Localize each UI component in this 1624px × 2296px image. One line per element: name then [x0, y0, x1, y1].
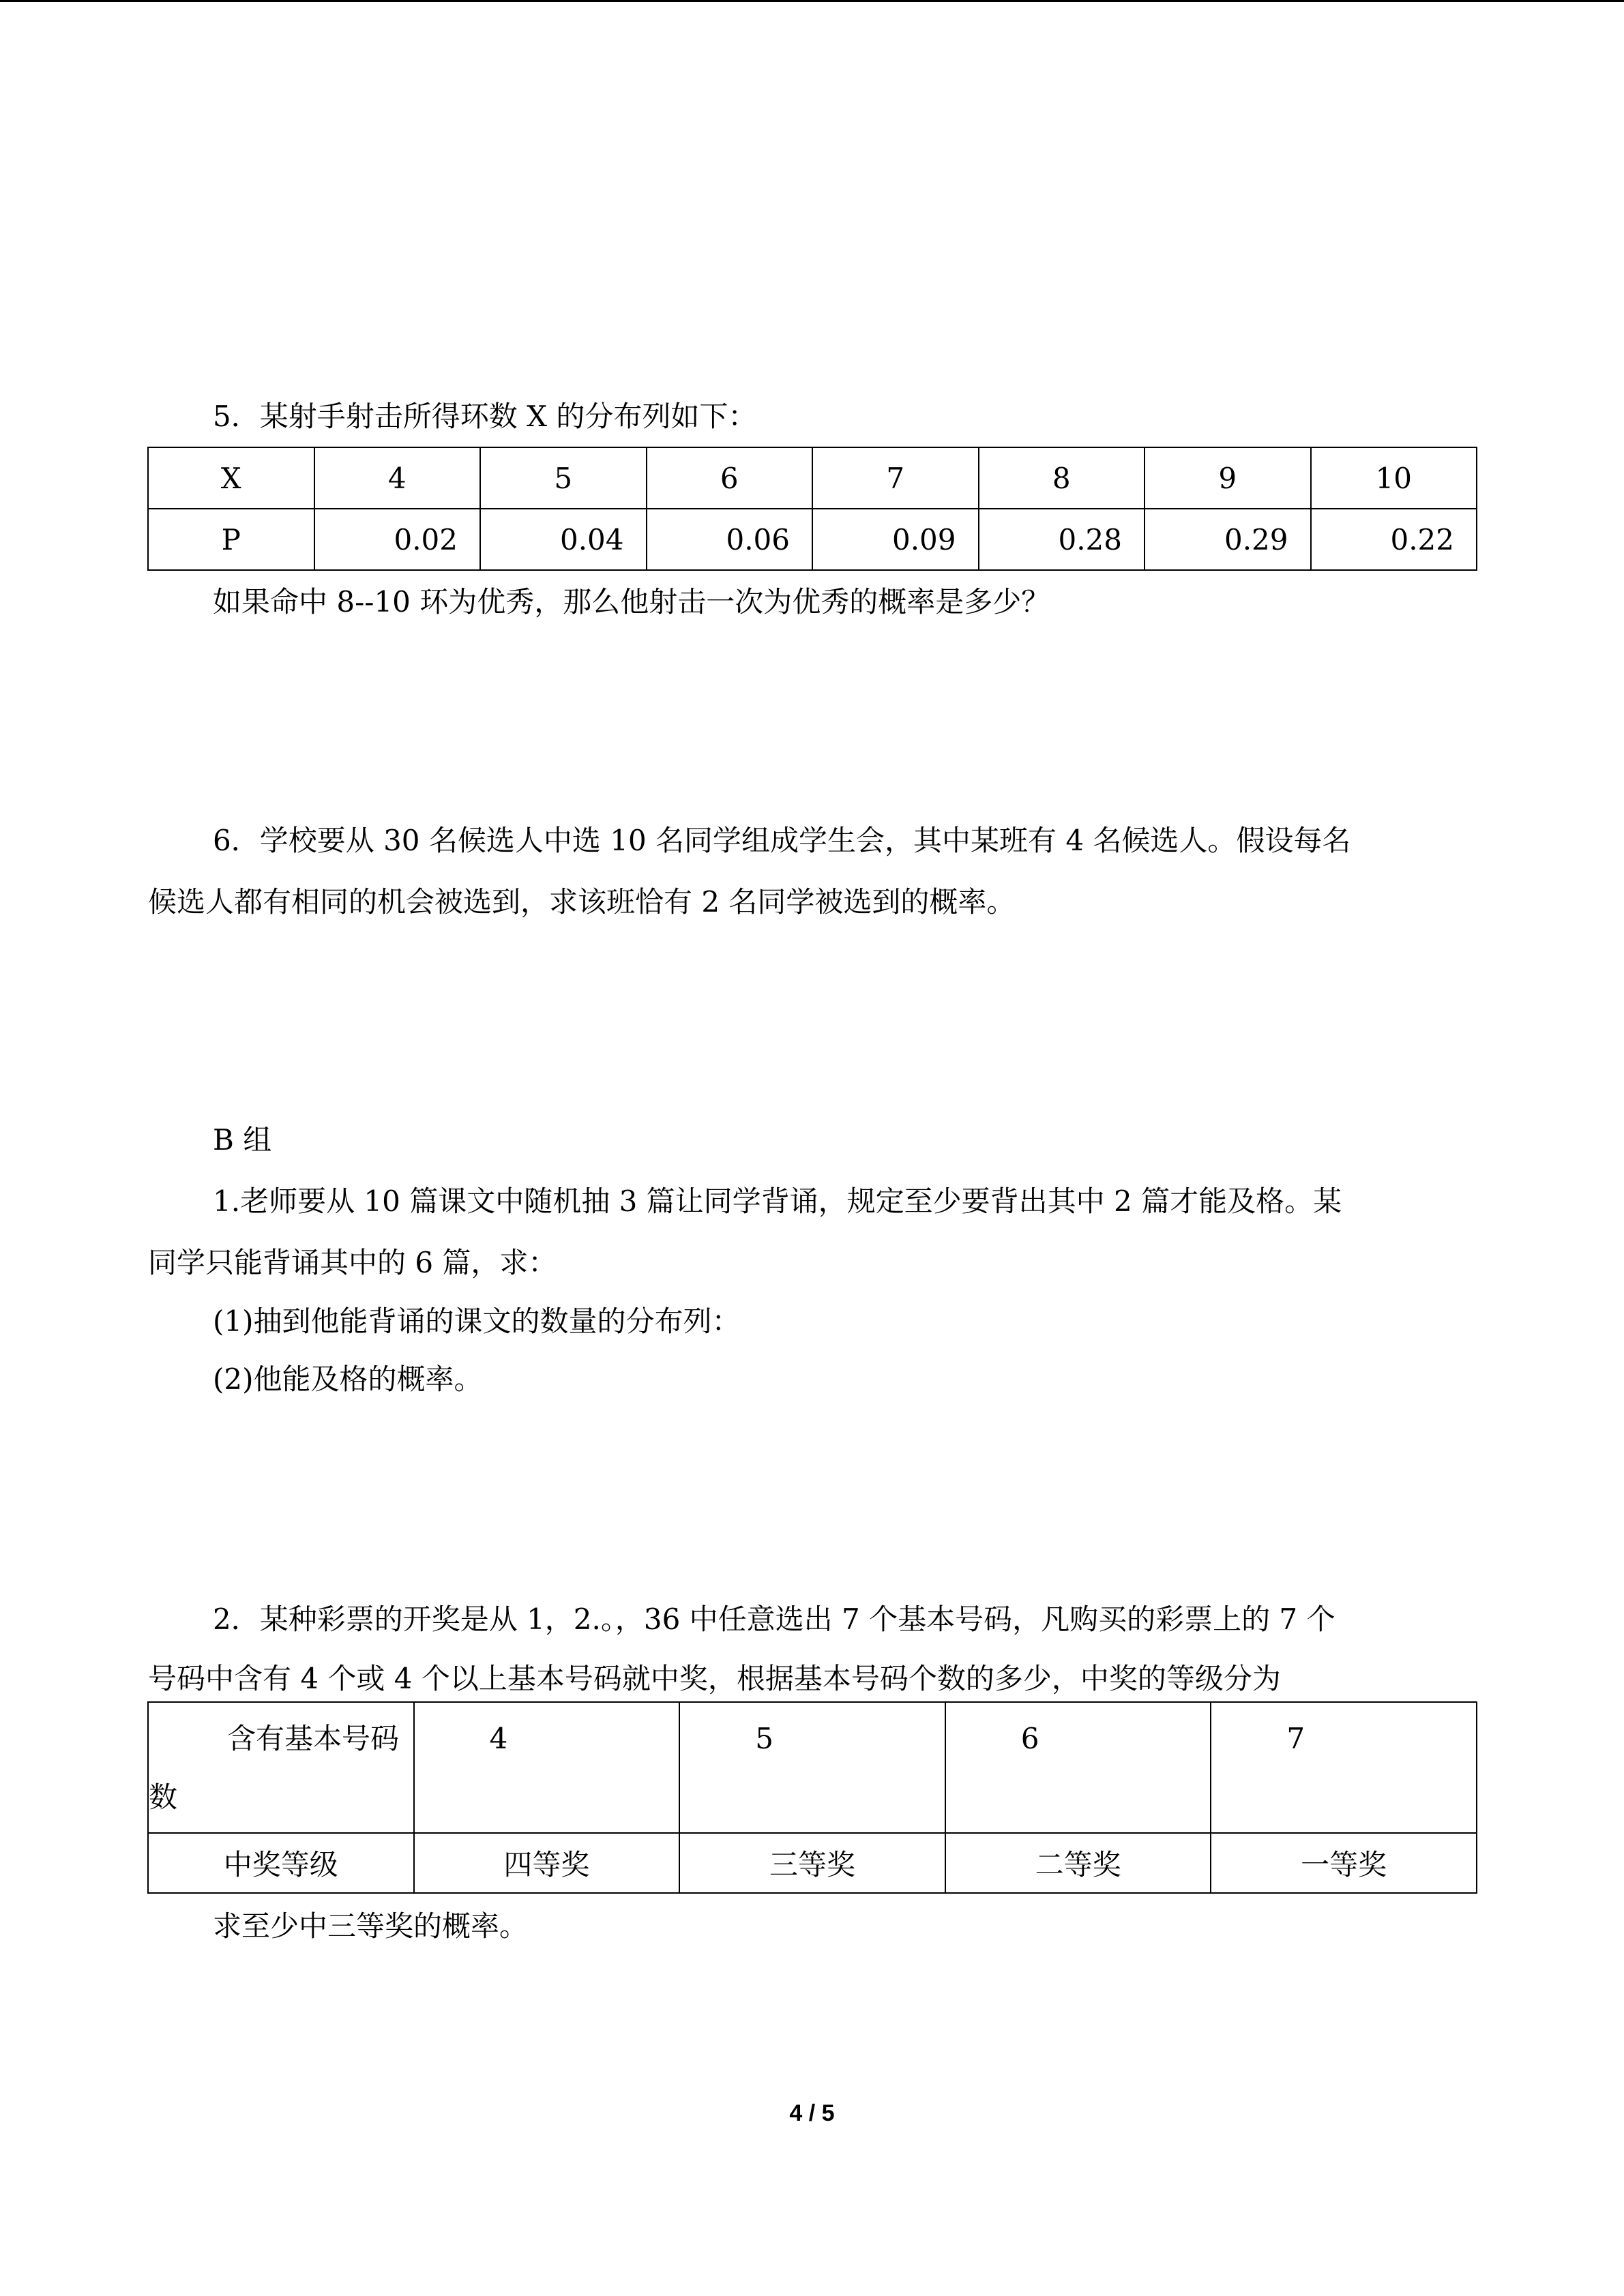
table-cell: 0.06	[647, 509, 813, 570]
table-cell: 0.28	[979, 509, 1145, 570]
table-row	[148, 509, 1477, 570]
table-cell: 0.09	[812, 509, 979, 570]
table-cell: 4	[414, 1702, 680, 1833]
q6-line-1: 6．学校要从 30 名候选人中选 10 名同学组成学生会，其中某班有 4 名候选人。假设每名	[213, 824, 1351, 857]
table-cell: X	[148, 447, 314, 509]
table-cell: 四等奖	[414, 1833, 680, 1893]
prize-table	[147, 1701, 1477, 1894]
table-row	[148, 1702, 1477, 1833]
b-q2-line-1: 2．某种彩票的开奖是从 1，2.。，36 中任意选出 7 个基本号码，凡购买的彩票上的 7 个	[213, 1602, 1335, 1636]
table-cell: 7	[1211, 1702, 1477, 1833]
table-cell: 10	[1311, 447, 1477, 509]
top-border-line	[0, 0, 1624, 2]
table-cell: 二等奖	[945, 1833, 1211, 1893]
table-cell: 0.02	[314, 509, 481, 570]
table-row	[148, 1833, 1477, 1893]
b-q1-part-2: (2)他能及格的概率。	[213, 1362, 483, 1396]
table-cell: 0.29	[1145, 509, 1311, 570]
table-cell: 一等奖	[1211, 1833, 1477, 1893]
b-q2-line-2: 号码中含有 4 个或 4 个以上基本号码就中奖，根据基本号码个数的多少，中奖的等级分为	[148, 1662, 1281, 1695]
distribution-table	[147, 447, 1477, 571]
group-b-title: B 组	[213, 1123, 272, 1157]
table-cell: 5	[679, 1702, 945, 1833]
table-cell: 三等奖	[679, 1833, 945, 1893]
table-cell: 6	[647, 447, 813, 509]
table-cell: P	[148, 509, 314, 570]
page-number: 4 / 5	[789, 2100, 835, 2126]
b-q1-line-1: 1.老师要从 10 篇课文中随机抽 3 篇让同学背诵，规定至少要背出其中 2 篇才能及格。某	[213, 1184, 1342, 1218]
q5-question: 如果命中 8--10 环为优秀，那么他射击一次为优秀的概率是多少？	[213, 585, 1050, 618]
table-cell: 5	[480, 447, 647, 509]
b-q1-part-1: (1)抽到他能背诵的课文的数量的分布列：	[213, 1304, 741, 1338]
table-cell: 含有基本号码数	[148, 1702, 414, 1833]
table-cell: 8	[979, 447, 1145, 509]
q5-intro: 5．某射手射击所得环数 X 的分布列如下：	[213, 400, 757, 433]
b-q2-question: 求至少中三等奖的概率。	[213, 1909, 529, 1943]
table-cell: 0.04	[480, 509, 647, 570]
b-q1-line-2: 同学只能背诵其中的 6 篇，求：	[148, 1246, 557, 1279]
table-cell: 9	[1145, 447, 1311, 509]
table-cell: 4	[314, 447, 481, 509]
table-row	[148, 447, 1477, 509]
table-cell: 0.22	[1311, 509, 1477, 570]
table-cell: 6	[945, 1702, 1211, 1833]
table-cell: 中奖等级	[148, 1833, 414, 1893]
q6-line-2: 候选人都有相同的机会被选到，求该班恰有 2 名同学被选到的概率。	[148, 885, 1016, 919]
table-cell: 7	[812, 447, 979, 509]
